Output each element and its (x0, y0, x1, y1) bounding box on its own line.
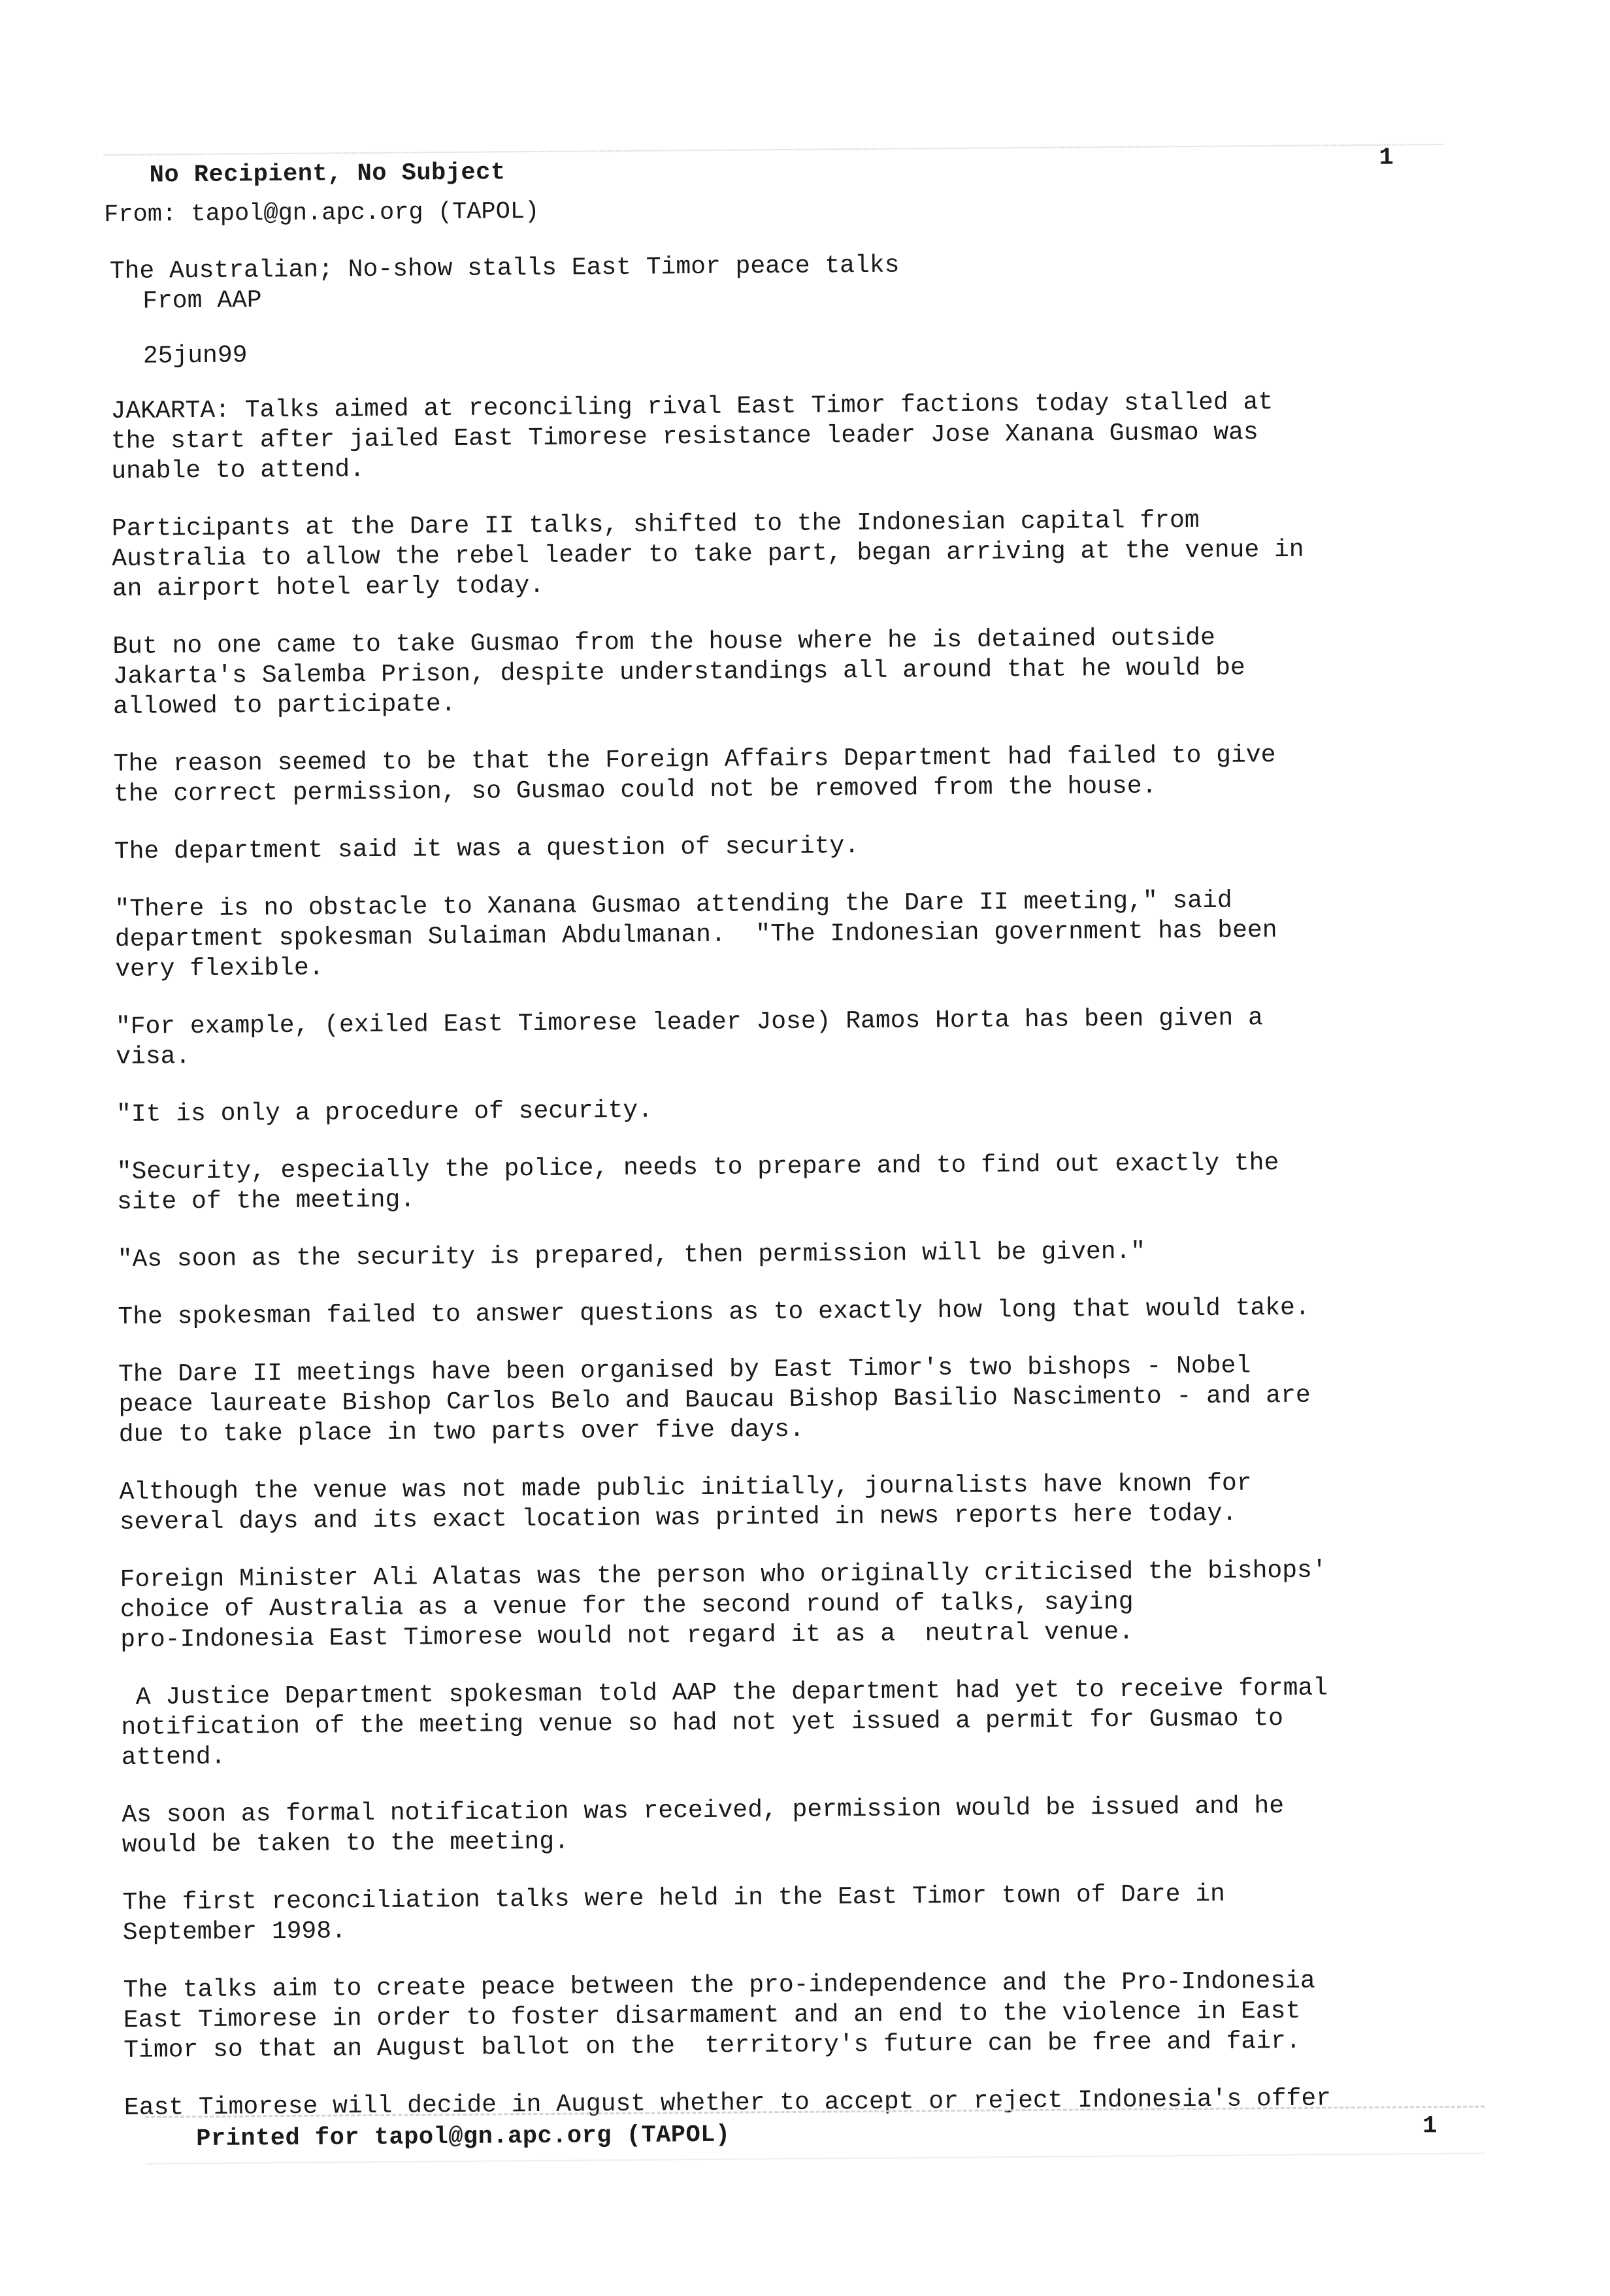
article-paragraph: The spokesman failed to answer questions as to exactly how long that would take. (118, 1293, 1310, 1332)
article-paragraph: "For example, (exiled East Timorese leader Jose) Ramos Horta has been given a visa. (115, 1004, 1263, 1072)
article-paragraph: Participants at the Dare II talks, shifted to the Indonesian capital from Australia to allow the rebel leader to take part, began arriving at the venue in an airport hotel early today. (111, 506, 1304, 604)
article-paragraph: The reason seemed to be that the Foreign Affairs Department had failed to give the correct permission, so Gusmao could not be removed from the house. (113, 741, 1276, 809)
article-paragraph: "Security, especially the police, needs to prepare and to find out exactly the site of the meeting. (116, 1149, 1279, 1217)
article-paragraph: Although the venue was not made public initially, journalists have known for several days and its exact location was printed in news reports here today. (119, 1469, 1252, 1537)
footer-page-number: 1 (1422, 2112, 1438, 2140)
article-date: 25jun99 (142, 341, 248, 371)
article-paragraph: "It is only a procedure of security. (116, 1096, 653, 1129)
footer-printed-for: Printed for tapol@gn.apc.org (TAPOL) (196, 2121, 731, 2154)
header-page-number: 1 (1379, 144, 1394, 172)
article-paragraph: Foreign Minister Ali Alatas was the person who originally criticised the bishops' choice of Australia as a venue for the second round of talks, saying pro-Indonesia East Timorese would not regard it as a neutral venue. (120, 1556, 1327, 1655)
article-paragraph: JAKARTA: Talks aimed at reconciling rival East Timor factions today stalled at the start after jailed East Timorese resistance leader Jose Xanana Gusmao was unable to attend. (110, 388, 1273, 486)
article-body (109, 246, 1510, 2154)
article-paragraph: East Timorese will decide in August whether to accept or reject Indonesia's offer (123, 2084, 1332, 2122)
article-paragraph: But no one came to take Gusmao from the house where he is detained outside Jakarta's Salemba Prison, despite understandings all around that he would be allowed to participate. (112, 624, 1245, 722)
article-paragraph: A Justice Department spokesman told AAP the department had yet to receive formal notification of the meeting venue so had not yet issued a permit for Gusmao to attend. (120, 1674, 1328, 1772)
header-divider (103, 144, 1443, 156)
article-paragraph: The Dare II meetings have been organised by East Timor's two bishops - Nobel peace laureate Bishop Carlos Belo and Baucau Bishop Basilio Nascimento - and are due to take place in two parts over five days. (118, 1352, 1311, 1450)
article-byline: From AAP (142, 286, 262, 316)
footer-bottom-divider (146, 2153, 1485, 2165)
article-paragraph: "As soon as the security is prepared, then permission will be given." (117, 1237, 1146, 1274)
article-paragraph: "There is no obstacle to Xanana Gusmao attending the Dare II meeting," said department spokesman Sulaiman Abdulmanan. "The Indonesian government has been very flexible. (114, 886, 1277, 984)
article-paragraph: The talks aim to create peace between the pro-independence and the Pro-Indonesia East Timorese in order to foster disarmament and an end to the violence in East Timor so that an August ballot on the territory's future can be free and fair. (123, 1967, 1315, 2065)
email-from-line: From: tapol@gn.apc.org (TAPOL) (104, 197, 540, 229)
article-paragraph: As soon as formal notification was received, permission would be issued and he would be taken to the meeting. (122, 1792, 1285, 1859)
article-source-title: The Australian; No-show stalls East Timor peace talks (109, 251, 900, 286)
email-subject-line: No Recipient, No Subject (149, 159, 506, 190)
article-paragraph: The first reconciliation talks were held in the East Timor town of Dare in September 1998. (122, 1880, 1226, 1947)
article-paragraph: The department said it was a question of security. (114, 832, 860, 867)
